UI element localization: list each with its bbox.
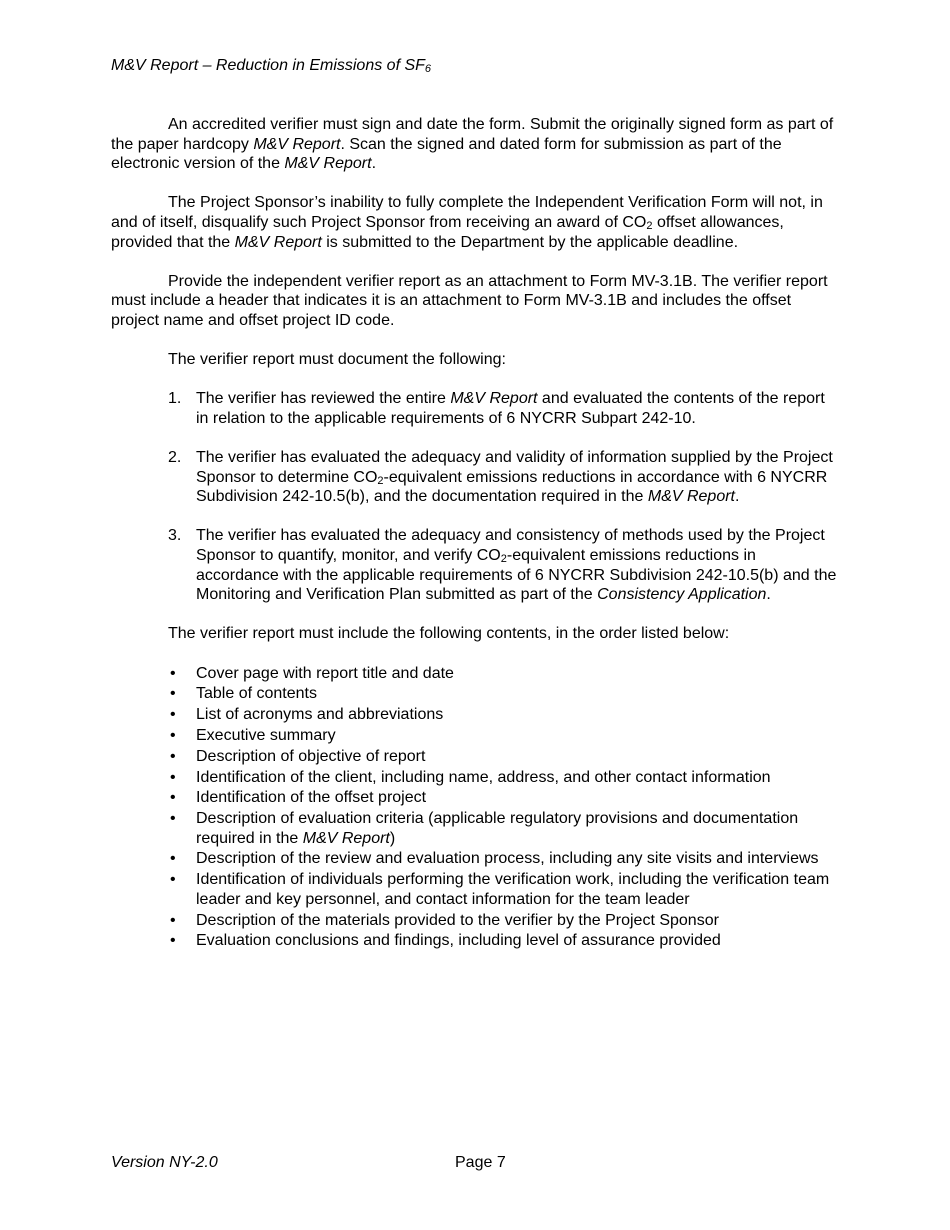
text-run: The verifier has reviewed the entire xyxy=(196,390,451,408)
text-run: and evaluated the contents of the report in relation to the applicable requirements of 6 NYCRR Subpart 242-10. xyxy=(196,390,825,427)
bullet-text: Description of evaluation criteria (applicable regulatory provisions and documentation required in the xyxy=(196,810,799,847)
bullet-list xyxy=(111,664,841,951)
italic-run: M&V Report xyxy=(302,829,390,847)
text-run: -equivalent emissions reductions in accordance with the applicable requirements of 6 NYCRR Subdivision 242-10.5(b) and the Monitoring and Verification Plan submitted as part of the xyxy=(196,547,837,604)
bullet-item xyxy=(111,664,841,684)
italic-run: M&V Report xyxy=(234,233,322,251)
text-run: The verifier has evaluated the adequacy and consistency of methods used by the Project Sponsor to quantify, monitor, and verify CO xyxy=(196,527,825,565)
bullet-icon: • xyxy=(170,789,176,807)
numbered-list xyxy=(111,389,841,605)
text-run: The Project Sponsor’s inability to fully complete the Independent Verification Form will not, in and of itself, disqualify such Project Sponsor from receiving an award of CO xyxy=(111,194,823,231)
item-number: 2. xyxy=(168,449,182,467)
subscript: 2 xyxy=(500,553,507,566)
bullet-icon: • xyxy=(170,850,176,868)
page-number: Page 7 xyxy=(455,1154,506,1171)
text-run: . xyxy=(735,488,740,506)
text-run: The verifier has evaluated the adequacy and validity of information supplied by the Project Sponsor to determine CO xyxy=(196,449,833,486)
document-body xyxy=(111,115,841,952)
bullet-icon: • xyxy=(170,932,176,950)
bullet-icon: • xyxy=(170,706,176,724)
bullet-text: Identification of individuals performing the verification work, including the verification team leader and key personnel, and contact information for the team leader xyxy=(196,871,830,908)
bullet-icon: • xyxy=(170,871,176,889)
item-number: 3. xyxy=(168,527,182,545)
text-run: . xyxy=(371,155,377,173)
bullet-text: Evaluation conclusions and findings, including level of assurance provided xyxy=(196,932,721,950)
numbered-item-3 xyxy=(111,526,841,604)
italic-run: M&V Report xyxy=(647,488,735,506)
bullet-text: Table of contents xyxy=(196,685,317,703)
text-run: An accredited verifier must sign and date the form. Submit the originally signed form as part of the paper hardcopy xyxy=(111,116,834,153)
paragraph-signature xyxy=(111,115,841,174)
bullet-item xyxy=(111,870,841,909)
item-number: 1. xyxy=(168,390,182,408)
bullet-item xyxy=(111,726,841,746)
paragraph-include-contents: The verifier report must include the following contents, in the order listed below: xyxy=(168,625,730,643)
text-run: offset allowances, provided that the xyxy=(111,213,784,251)
italic-run: M&V Report xyxy=(450,390,538,408)
bullet-text: ) xyxy=(389,829,396,847)
bullet-text: Description of objective of report xyxy=(196,747,426,765)
running-header-subscript: 6 xyxy=(424,63,432,75)
bullet-icon: • xyxy=(170,911,176,929)
bullet-item xyxy=(111,684,841,704)
bullet-icon: • xyxy=(170,685,176,703)
running-header xyxy=(111,56,431,76)
text-run: -equivalent emissions reductions in accordance with 6 NYCRR Subdivision 242-10.5(b), and the documentation required in the xyxy=(196,468,828,506)
bullet-item xyxy=(111,768,841,788)
paragraph-attachment: Provide the independent verifier report as an attachment to Form MV-3.1B. The verifier report must include a header that indicates it is an attachment to Form MV-3.1B and includes the offset project name and offset project ID code. xyxy=(111,272,828,329)
subscript: 2 xyxy=(646,219,653,232)
paragraph-document-following: The verifier report must document the following: xyxy=(168,351,506,369)
bullet-item xyxy=(111,849,841,869)
text-run: is submitted to the Department by the applicable deadline. xyxy=(321,233,739,251)
bullet-item xyxy=(111,747,841,767)
bullet-icon: • xyxy=(170,810,176,828)
bullet-item xyxy=(111,809,841,848)
bullet-text: Identification of the offset project xyxy=(196,789,427,807)
version-label: Version NY-2.0 xyxy=(111,1154,218,1171)
bullet-icon: • xyxy=(170,664,176,682)
italic-run: Consistency Application xyxy=(597,586,767,604)
bullet-item xyxy=(111,931,841,951)
bullet-item xyxy=(111,705,841,725)
paragraph-inability xyxy=(111,193,841,252)
bullet-item xyxy=(111,788,841,808)
numbered-item-2 xyxy=(111,448,841,507)
bullet-item xyxy=(111,911,841,931)
text-run: . xyxy=(766,586,771,604)
bullet-icon: • xyxy=(170,768,176,786)
bullet-icon: • xyxy=(170,747,176,765)
italic-run: M&V Report xyxy=(284,155,372,173)
bullet-text: Executive summary xyxy=(196,726,336,744)
subscript: 2 xyxy=(377,474,384,487)
running-header-text: M&V Report – Reduction in Emissions of SF xyxy=(111,57,425,74)
text-run: . Scan the signed and dated form for submission as part of the electronic version of the xyxy=(111,135,782,173)
italic-run: M&V Report xyxy=(253,135,341,153)
bullet-text: Cover page with report title and date xyxy=(196,664,454,682)
bullet-text: List of acronyms and abbreviations xyxy=(196,706,444,724)
bullet-text: Description of the review and evaluation process, including any site visits and interviews xyxy=(196,850,819,868)
bullet-text: Description of the materials provided to the verifier by the Project Sponsor xyxy=(196,911,719,929)
numbered-item-1 xyxy=(111,389,841,428)
bullet-icon: • xyxy=(170,726,176,744)
bullet-text: Identification of the client, including name, address, and other contact information xyxy=(196,768,771,786)
